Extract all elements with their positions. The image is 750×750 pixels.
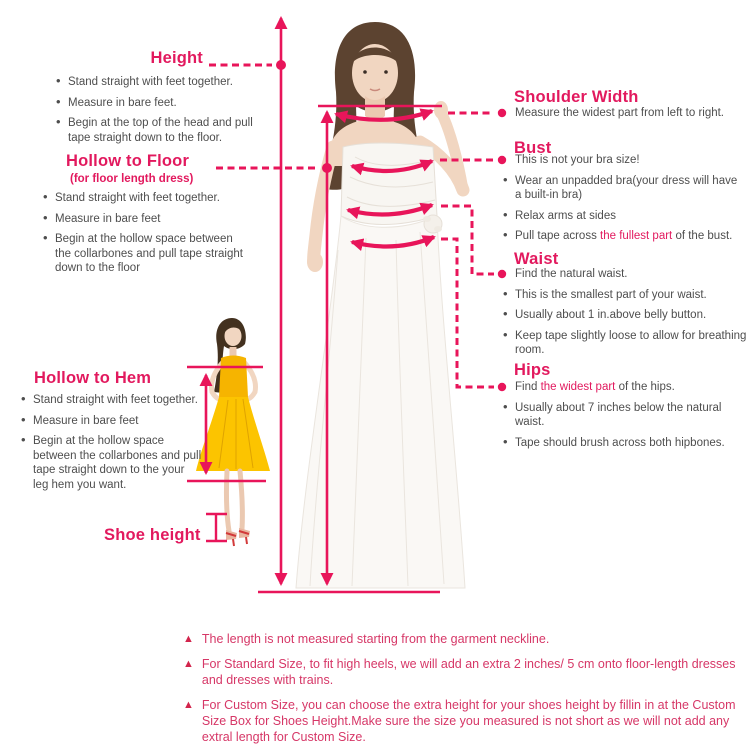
list-item: • Stand straight with feet together. <box>20 393 202 408</box>
list-item: • This is the smallest part of your waist. <box>502 288 747 303</box>
bust-title: Bust <box>514 139 552 157</box>
hollow-to-floor-bullets <box>42 191 247 282</box>
list-item: • Begin at the top of the head and pull tape straight down to the floor. <box>55 116 253 145</box>
bust-bullets <box>502 153 744 250</box>
waist-title: Waist <box>514 250 559 268</box>
list-item: • Measure in bare feet <box>20 414 202 429</box>
hollow-to-floor-subtitle: (for floor length dress) <box>70 173 194 185</box>
list-item: This is not your bra size! <box>515 154 640 166</box>
list-item: • Begin at the hollow space between the collarbones and pull tape straight down to the your leg hem you want. <box>20 434 202 492</box>
waist-connector <box>441 206 494 274</box>
shoulder-width-bullets <box>502 106 747 127</box>
shoe-height-title: Shoe height <box>104 526 201 544</box>
note-text: For Custom Size, you can choose the extra height for your shoes height by fillin in at the Custom Size Box for Shoes Height.Make sure the size you measured is not short as we will not add any extral length for Custom Size. <box>201 698 736 744</box>
list-item: Measure the widest part from left to right. <box>515 107 725 119</box>
list-item: • Measure in bare feet. <box>55 96 253 111</box>
shoulder-width-title: Shoulder Width <box>514 88 639 106</box>
list-item: Find the widest part of the hips. <box>515 381 675 393</box>
hollow-to-floor-title: Hollow to Floor <box>66 152 190 170</box>
list-item: • Stand straight with feet together. <box>42 191 247 206</box>
note-row <box>183 656 749 688</box>
list-item: • Usually about 7 inches below the natural waist. <box>502 401 750 430</box>
list-item: • Stand straight with feet together. <box>55 75 253 90</box>
warning-triangle-icon: ▲ <box>183 633 194 645</box>
hips-bullets <box>502 380 750 456</box>
note-text: The length is not measured starting from the garment neckline. <box>201 632 550 646</box>
list-item: • Keep tape slightly loose to allow for breathing room. <box>502 329 747 358</box>
hollow-to-hem-title: Hollow to Hem <box>34 369 152 387</box>
list-item: • Begin at the hollow space between the collarbones and pull tape straight down to the floor <box>42 232 247 276</box>
list-item: • Relax arms at sides <box>502 209 744 224</box>
waist-bullets <box>502 267 747 364</box>
note-row <box>183 697 749 745</box>
warning-triangle-icon: ▲ <box>183 658 194 670</box>
note-row <box>183 631 749 647</box>
warning-triangle-icon: ▲ <box>183 699 194 711</box>
small-model-bodice <box>219 356 248 398</box>
list-item: • Wear an unpadded bra(your dress will have a built-in bra) <box>502 174 744 203</box>
height-bullets <box>55 75 253 151</box>
hips-title: Hips <box>514 361 551 379</box>
bottom-notes <box>183 631 749 750</box>
list-item: • Measure in bare feet <box>42 212 247 227</box>
hips-connector <box>441 239 494 387</box>
height-title: Height <box>150 49 203 67</box>
list-item: • Tape should brush across both hipbones. <box>502 436 750 451</box>
list-item: • Pull tape across the fullest part of the bust. <box>502 229 744 244</box>
shoe-height-bracket <box>206 514 227 541</box>
list-item: • Usually about 1 in.above belly button. <box>502 308 747 323</box>
list-item: Find the natural waist. <box>515 268 628 280</box>
main-model-skirt <box>296 216 465 588</box>
hollow-to-hem-bullets <box>20 393 202 498</box>
note-text: For Standard Size, to fit high heels, we will add an extra 2 inches/ 5 cm onto floor-length dresses and dresses with trains. <box>201 657 736 687</box>
